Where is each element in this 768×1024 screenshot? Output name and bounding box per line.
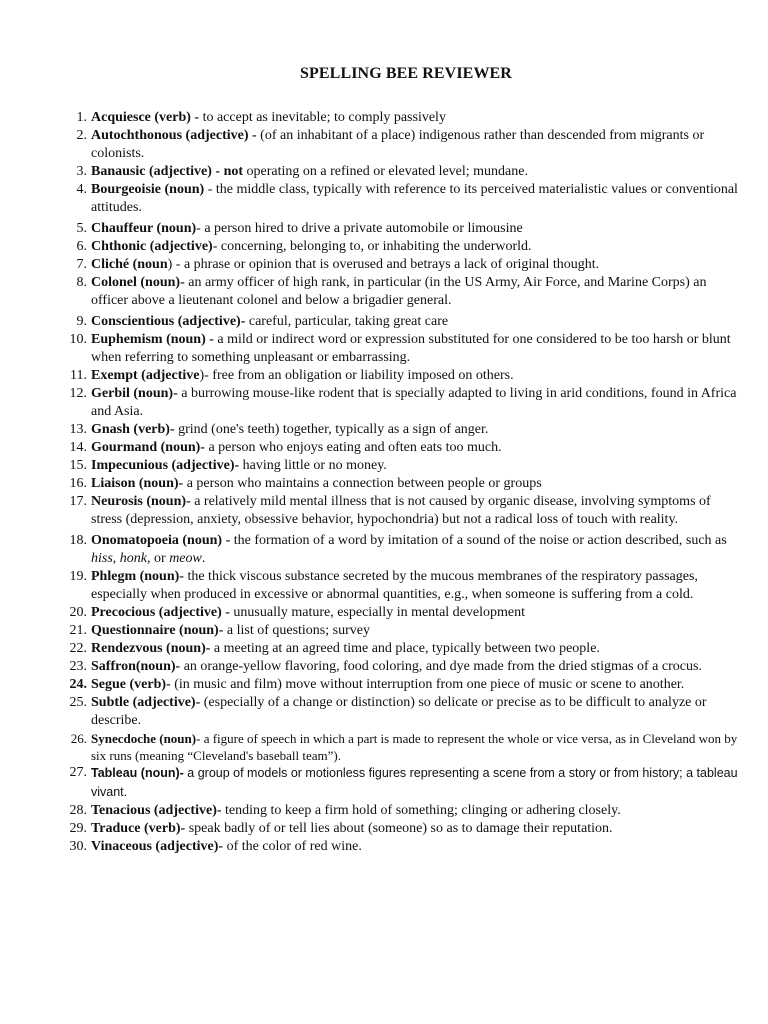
item-definition: - a figure of speech in which a part is made to represent the whole or vice versa, as in Cleveland won by six runs (meaning “Cleveland's baseball team”). [91, 731, 738, 763]
list-item [60, 163, 740, 181]
item-term: Subtle (adjective)- [91, 695, 201, 710]
item-number: 29. [69, 821, 87, 836]
list-item [60, 313, 740, 331]
item-definition: tending to keep a firm hold of something; clinging or adhering closely. [221, 803, 621, 818]
item-definition: careful, particular, taking great care [245, 314, 449, 329]
list-item [60, 820, 740, 838]
item-number: 17. [69, 494, 87, 509]
item-number: 3. [76, 164, 87, 179]
list-item [60, 109, 740, 127]
item-term: Tenacious (adjective)- [91, 803, 222, 818]
list-item [60, 730, 740, 764]
item-definition: to accept as inevitable; to comply passively [199, 110, 446, 125]
item-term: Phlegm (noun)- [91, 569, 184, 584]
item-number: 5. [76, 221, 87, 236]
item-definition: - concerning, belonging to, or inhabiting the underworld. [212, 239, 532, 254]
separator: . [201, 551, 206, 566]
item-definition: - the middle class, typically with reference to its perceived materialistic values or conventional attitudes. [91, 182, 738, 215]
item-number: 22. [69, 641, 87, 656]
item-number: 14. [69, 440, 87, 455]
item-definition: (of an inhabitant of a place) indigenous rather than descended from migrants or colonists. [91, 128, 705, 161]
item-term: Traduce (verb)- [91, 821, 186, 836]
item-number: 13. [69, 422, 87, 437]
item-term: Chauffeur (noun) [91, 221, 197, 236]
item-term: Questionnaire (noun)- [91, 623, 224, 638]
item-number: 19. [69, 569, 87, 584]
item-term: Autochthonous (adjective) - [91, 128, 257, 143]
item-definition: a mild or indirect word or expression substituted for one considered to be too harsh or blunt when referring to something unpleasant or embarrassing. [91, 332, 731, 365]
item-definition: of the color of red wine. [223, 839, 362, 854]
item-number: 27. [69, 765, 87, 780]
item-number: 9. [76, 314, 87, 329]
item-number: 6. [76, 239, 87, 254]
item-definition: (especially of a change or distinction) so delicate or precise as to be difficult to analyze or describe. [91, 695, 707, 728]
item-term: Vinaceous (adjective)- [91, 839, 224, 854]
list-item [60, 457, 740, 475]
list-item [60, 493, 740, 529]
item-definition: (in music and film) move without interruption from one piece of music or scene to another. [170, 677, 685, 692]
page-title: SPELLING BEE REVIEWER [300, 65, 512, 82]
item-term: Exempt (adjective [91, 368, 200, 383]
list-item [60, 568, 740, 604]
list-item [60, 475, 740, 493]
item-number: 11. [70, 368, 87, 383]
item-term: Chthonic (adjective) [91, 239, 213, 254]
list-item [60, 421, 740, 439]
example-word: honk [119, 551, 148, 566]
item-definition: operating on a refined or elevated level; mundane. [243, 164, 528, 179]
item-number: 12. [69, 386, 87, 401]
item-number: 18. [69, 533, 87, 548]
item-definition: speak badly of or tell lies about (someone) so as to damage their reputation. [185, 821, 613, 836]
item-definition: having little or no money. [239, 458, 387, 473]
separator: , or [147, 551, 170, 566]
item-number: 23. [69, 659, 87, 674]
item-definition: ) - a phrase or opinion that is overused and betrays a lack of original thought. [167, 257, 600, 272]
list-item [60, 439, 740, 457]
item-term: Precocious (adjective) - [91, 605, 230, 620]
list-item [60, 220, 740, 238]
item-term: Rendezvous (noun)- [91, 641, 211, 656]
item-term: Onomatopoeia (noun) - [91, 533, 231, 548]
item-number: 2. [76, 128, 87, 143]
item-term: Gerbil (noun)- [91, 386, 178, 401]
item-number: 30. [69, 839, 87, 854]
list-item [60, 838, 740, 856]
word-list [60, 109, 740, 856]
list-item [60, 256, 740, 274]
item-number: 26. [70, 731, 87, 746]
item-definition: a person who maintains a connection between people or groups [183, 476, 542, 491]
item-term: Neurosis (noun)- [91, 494, 191, 509]
list-item [60, 604, 740, 622]
item-definition: )- free from an obligation or liability imposed on others. [199, 368, 514, 383]
item-number: 16. [69, 476, 87, 491]
item-term: Gnash (verb)- [91, 422, 175, 437]
item-definition: the formation of a word by imitation of a sound of the noise or action described, such as [230, 533, 727, 548]
separator: , [112, 551, 120, 566]
item-definition: a person who enjoys eating and often eats too much. [204, 440, 502, 455]
list-item [60, 694, 740, 730]
list-item [60, 331, 740, 367]
list-item [60, 274, 740, 310]
list-item [60, 764, 740, 802]
list-item [60, 238, 740, 256]
list-item [60, 622, 740, 640]
item-definition: an army officer of high rank, in particular (in the US Army, Air Force, and Marine Corps) an officer above a lieutenant colonel and below a brigadier general. [91, 275, 707, 308]
list-item [60, 181, 740, 217]
item-definition: an orange-yellow flavoring, food coloring, and dye made from the dried stigmas of a crocus. [180, 659, 702, 674]
list-item [60, 640, 740, 658]
item-definition: a group of models or motionless figures representing a scene from a story or from history; a tableau vivant. [91, 766, 738, 799]
list-item [60, 802, 740, 820]
example-word: hiss [91, 551, 113, 566]
item-term: Acquiesce (verb) - [91, 110, 200, 125]
item-number: 20. [69, 605, 87, 620]
item-number: 15. [69, 458, 87, 473]
item-term: Segue (verb)- [91, 677, 171, 692]
item-term: Banausic (adjective) - not [91, 164, 244, 179]
item-term: Synecdoche (noun) [91, 731, 197, 746]
item-term: Euphemism (noun) - [91, 332, 214, 347]
item-term: Impecunious (adjective)- [91, 458, 240, 473]
list-item [60, 676, 740, 694]
item-term: Liaison (noun)- [91, 476, 184, 491]
item-term: Conscientious (adjective)- [91, 314, 246, 329]
item-term: Colonel (noun)- [91, 275, 185, 290]
item-definition: grind (one's teeth) together, typically as a sign of anger. [174, 422, 489, 437]
item-number: 24. [69, 677, 87, 692]
item-term: Gourmand (noun)- [91, 440, 205, 455]
item-definition: unusually mature, especially in mental development [229, 605, 525, 620]
item-number: 21. [69, 623, 87, 638]
item-definition: a relatively mild mental illness that is not caused by organic disease, involving symptoms of stress (depression, anxiety, obsessive behavior, hypochondria) but not a radical loss of touch with reality. [91, 494, 711, 527]
list-item [60, 658, 740, 676]
item-definition: a list of questions; survey [223, 623, 370, 638]
item-term: Saffron(noun)- [91, 659, 181, 674]
item-number: 28. [69, 803, 87, 818]
list-item [60, 385, 740, 421]
item-definition: the thick viscous substance secreted by the mucous membranes of the respiratory passages, especially when produced in excessive or abnormal quantities, e.g., when someone is suffering from a cold. [91, 569, 698, 602]
item-term: Tableau (noun)- [91, 766, 184, 780]
list-item [60, 127, 740, 163]
item-term: Cliché (noun [91, 257, 168, 272]
list-item [60, 367, 740, 385]
item-number: 4. [76, 182, 87, 197]
item-number: 1. [76, 110, 87, 125]
list-item [60, 532, 740, 568]
item-term: Bourgeoisie (noun) [91, 182, 205, 197]
item-definition: - a person hired to drive a private automobile or limousine [196, 221, 523, 236]
example-word: meow [169, 551, 202, 566]
item-number: 8. [76, 275, 87, 290]
item-definition: a burrowing mouse-like rodent that is specially adapted to living in arid conditions, found in Africa and Asia. [91, 386, 737, 419]
item-number: 10. [69, 332, 87, 347]
item-number: 25. [69, 695, 87, 710]
item-number: 7. [76, 257, 87, 272]
item-definition: a meeting at an agreed time and place, typically between two people. [210, 641, 600, 656]
